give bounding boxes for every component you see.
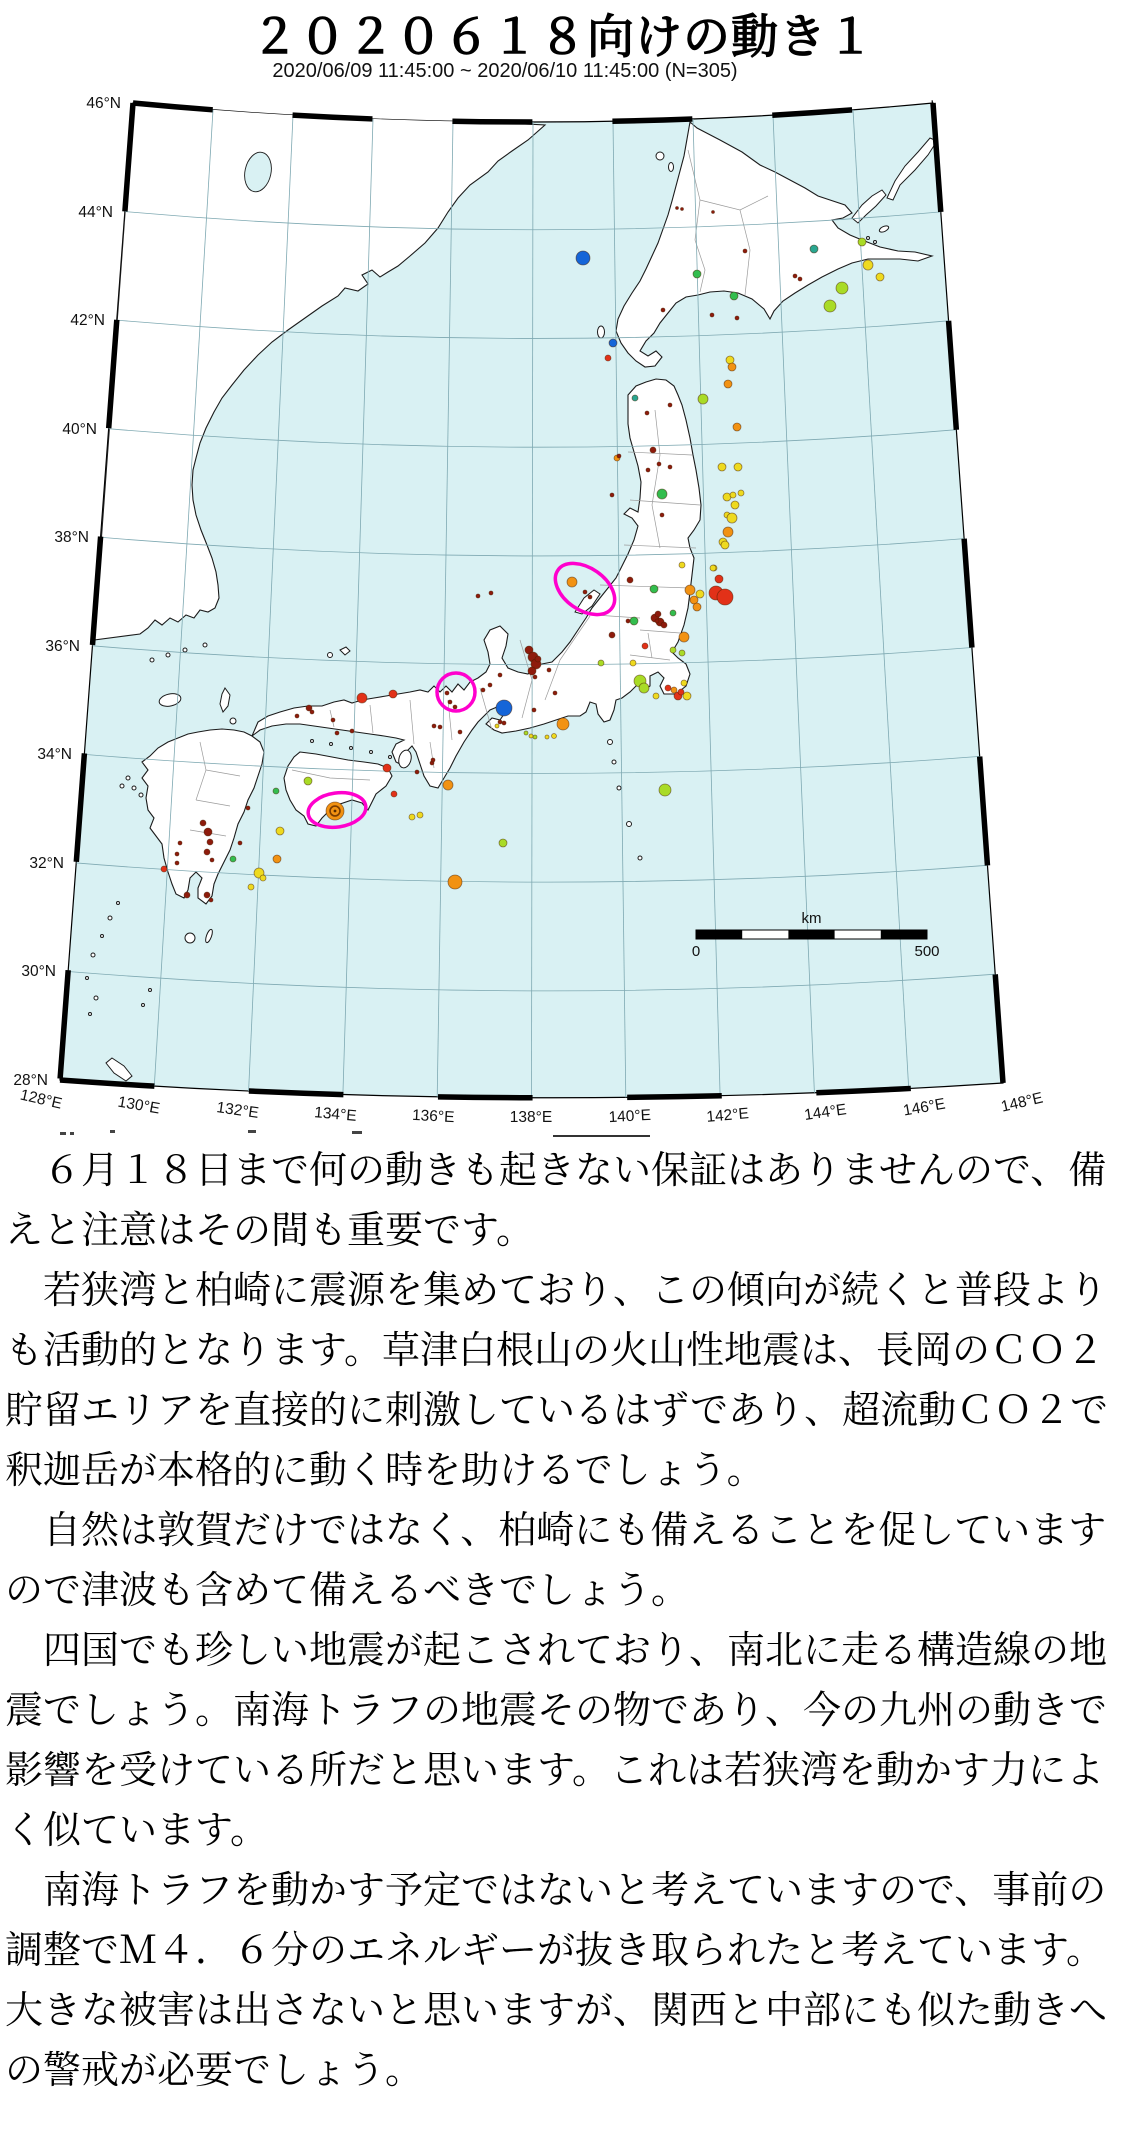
epicenter-dot xyxy=(383,764,391,772)
island xyxy=(867,237,870,240)
epicenter-dot xyxy=(524,731,528,735)
epicenter-dot xyxy=(488,683,492,687)
epicenter-dot xyxy=(533,675,537,679)
lat-label: 42°N xyxy=(70,312,105,329)
epicenter-dot xyxy=(718,463,726,471)
lon-label: 134°E xyxy=(313,1104,358,1125)
lon-label: 144°E xyxy=(803,1101,848,1124)
island xyxy=(149,989,152,992)
body-text xyxy=(0,1141,1126,2101)
epicenter-dot xyxy=(836,282,848,294)
epicenter-dot xyxy=(717,589,733,605)
epicenter-dot xyxy=(610,493,614,497)
epicenter-dot xyxy=(730,292,738,300)
epicenter-dot xyxy=(438,725,442,729)
epicenter-dot xyxy=(528,667,536,675)
island-okushiri xyxy=(598,326,605,338)
epicenter-dot xyxy=(710,313,714,317)
epicenter-dot xyxy=(734,463,742,471)
epicenter-dot xyxy=(230,856,236,862)
epicenter-dot xyxy=(415,770,419,774)
island xyxy=(101,935,104,938)
island xyxy=(150,658,154,662)
epicenter-dot xyxy=(728,363,736,371)
lon-label: 142°E xyxy=(705,1105,750,1126)
island-yakushima xyxy=(185,933,195,943)
epicenter-dot-core xyxy=(334,810,337,813)
epicenter-dot xyxy=(553,691,557,695)
epicenter-dot xyxy=(583,590,587,594)
island xyxy=(330,743,333,746)
epicenter-dot xyxy=(632,395,638,401)
scalebar-segment xyxy=(788,930,834,939)
epicenter-dot xyxy=(304,777,312,785)
epicenter-dot xyxy=(499,839,507,847)
island-oki xyxy=(328,653,333,658)
epicenter-dot xyxy=(204,849,210,855)
epicenter-dot xyxy=(679,650,685,656)
island-izu xyxy=(612,760,616,764)
paragraph-1: ６月１８日まで何の動きも起きない保証はありませんので、備えと注意はその間も重要です。 xyxy=(5,1150,1107,1252)
epicenter-dot xyxy=(738,490,744,496)
epicenter-dot xyxy=(248,884,254,890)
lon-label: 128°E xyxy=(18,1086,64,1113)
epicenter-dot xyxy=(295,714,299,718)
epicenter-dot xyxy=(547,668,551,672)
epicenter-dot xyxy=(731,501,739,509)
epicenter-dot xyxy=(793,274,797,278)
lat-label: 36°N xyxy=(45,638,80,655)
island xyxy=(350,747,353,750)
epicenter-dot xyxy=(498,673,502,677)
epicenter-dot xyxy=(715,575,723,583)
epicenter-dot xyxy=(335,731,339,735)
island xyxy=(139,793,143,797)
epicenter-dot xyxy=(693,603,701,611)
epicenter-dot xyxy=(696,590,704,598)
lat-label: 28°N xyxy=(13,1072,48,1089)
island xyxy=(311,740,314,743)
lat-label: 32°N xyxy=(29,855,64,872)
lat-label: 40°N xyxy=(62,421,97,438)
lat-label: 44°N xyxy=(78,204,113,221)
paragraph-3: 自然は敦賀だけではなく、柏崎にも備えることを促していますので津波も含めて備えるべきでしょう。 xyxy=(5,1510,1107,1612)
epicenter-dot xyxy=(735,316,739,320)
epicenter-dot xyxy=(246,806,250,810)
epicenter-dot xyxy=(448,700,452,704)
epicenter-dot xyxy=(630,617,638,625)
epicenter-dot xyxy=(863,260,873,270)
epicenter-dot xyxy=(681,680,687,686)
paragraph-5: 南海トラフを動かす予定ではないと考えていますので、事前の調整でＭ４．６分のエネルギーが抜き取られたと考えています。大きな被害は出さないと思いますが、関西と中部にも似た動きへの警戒が必要でしょう。 xyxy=(5,1870,1108,2092)
epicenter-dot xyxy=(661,622,667,628)
epicenter-dot xyxy=(645,411,649,415)
epicenter-dot xyxy=(685,585,695,595)
island xyxy=(117,902,120,905)
island-rishiri xyxy=(656,152,664,160)
scalebar-unit: km xyxy=(801,910,822,927)
epicenter-dot xyxy=(207,839,213,845)
scalebar-end: 500 xyxy=(914,943,940,960)
island xyxy=(108,916,112,920)
epicenter-dot xyxy=(743,249,747,253)
epicenter-dot xyxy=(495,724,499,728)
page-title: ２０２０６１８向けの動き１ xyxy=(251,10,875,63)
island xyxy=(89,1013,92,1016)
epicenter-dot xyxy=(617,454,621,458)
epicenter-dot xyxy=(476,594,480,598)
island xyxy=(166,653,170,657)
epicenter-dot xyxy=(200,820,206,826)
epicenter-dot xyxy=(443,780,453,790)
epicenter-dot xyxy=(710,565,716,571)
lat-label: 34°N xyxy=(37,746,72,763)
island xyxy=(183,648,187,652)
epicenter-dot xyxy=(598,660,604,666)
epicenter-dot xyxy=(175,861,179,865)
epicenter-dot xyxy=(210,858,214,862)
epicenter-dot xyxy=(733,423,741,431)
epicenter-dot xyxy=(650,447,656,453)
epicenter-dot xyxy=(175,852,179,856)
lon-label: 148°E xyxy=(999,1089,1045,1116)
epicenter-dot xyxy=(670,610,676,616)
epicenter-dot xyxy=(533,735,537,739)
lon-label: 132°E xyxy=(215,1099,260,1122)
island xyxy=(86,977,89,980)
epicenter-dot xyxy=(529,734,533,738)
epicenter-dot xyxy=(798,277,802,281)
epicenter-dot xyxy=(389,690,397,698)
epicenter-dot xyxy=(417,812,423,818)
island xyxy=(126,776,130,780)
epicenter-dot xyxy=(357,693,367,703)
epicenter-dot xyxy=(858,238,866,246)
epicenter-dot xyxy=(273,855,281,863)
epicenter-dot xyxy=(646,468,650,472)
epicenter-dot xyxy=(650,585,658,593)
island xyxy=(132,786,136,790)
epicenter-dot xyxy=(627,577,633,583)
scalebar-start: 0 xyxy=(691,943,701,960)
epicenter-dot xyxy=(432,724,436,728)
lon-label: 146°E xyxy=(901,1095,947,1120)
epicenter-dot xyxy=(448,875,462,889)
island-rebun xyxy=(669,163,674,172)
island-iki xyxy=(230,718,236,724)
epicenter-dot xyxy=(657,462,661,466)
epicenter-dot xyxy=(670,647,676,653)
epicenter-dot xyxy=(276,827,284,835)
epicenter-dot xyxy=(639,683,649,693)
lon-label: 130°E xyxy=(116,1093,162,1118)
island xyxy=(203,643,207,647)
epicenter-dot xyxy=(655,619,659,623)
epicenter-dot xyxy=(481,688,485,692)
epicenter-dot xyxy=(698,394,708,404)
epicenter-dot xyxy=(668,465,672,469)
epicenter-dot xyxy=(431,758,435,762)
epicenter-dot xyxy=(730,492,736,498)
epicenter-dot xyxy=(532,708,536,712)
lon-label: 136°E xyxy=(411,1106,455,1127)
scalebar-segment xyxy=(881,930,927,939)
epicenter-dot xyxy=(588,595,592,599)
epicenter-dot xyxy=(655,611,661,617)
epicenter-dot xyxy=(445,691,449,695)
epicenter-dot xyxy=(693,270,701,278)
epicenter-dot xyxy=(273,788,279,794)
epicenter-dot xyxy=(178,841,182,845)
epicenter-dot xyxy=(679,632,689,642)
epicenter-dot xyxy=(502,721,506,725)
island xyxy=(94,996,98,1000)
epicenter-dot xyxy=(724,380,732,388)
epicenter-dot xyxy=(545,735,549,739)
lon-label: 138°E xyxy=(509,1109,553,1126)
epicenter-dot xyxy=(605,355,611,361)
epicenter-dot xyxy=(626,619,630,623)
epicenter-dot xyxy=(876,273,884,281)
epicenter-dot xyxy=(676,207,679,210)
crop-artifacts xyxy=(60,1130,650,1136)
epicenter-dot xyxy=(642,643,648,649)
lon-label: 140°E xyxy=(608,1106,652,1127)
island xyxy=(142,1004,145,1007)
epicenter-dot xyxy=(184,892,190,898)
epicenter-dot xyxy=(630,660,636,666)
epicenter-dot xyxy=(310,710,314,714)
island xyxy=(389,756,392,759)
epicenter-dot xyxy=(204,828,212,836)
epicenter-dot xyxy=(489,591,493,595)
epicenter-dot xyxy=(721,541,729,549)
island-izu xyxy=(627,822,632,827)
lat-label: 38°N xyxy=(54,529,89,546)
epicenter-dot xyxy=(657,489,667,499)
island xyxy=(874,241,877,244)
epicenter-dot xyxy=(660,513,664,517)
epicenter-dot xyxy=(665,685,671,691)
epicenter-dot xyxy=(409,814,415,820)
lat-label: 46°N xyxy=(86,95,121,112)
island xyxy=(91,953,95,957)
epicenter-dot xyxy=(496,700,512,716)
island xyxy=(370,751,373,754)
epicenter-dot xyxy=(679,562,685,568)
epicenter-dot xyxy=(683,692,691,700)
epicenter-dot xyxy=(681,208,684,211)
epicenter-dot xyxy=(609,632,615,638)
epicenter-dot xyxy=(238,841,242,845)
island-izu xyxy=(617,786,621,790)
epicenter-dot xyxy=(209,898,213,902)
epicenter-dot xyxy=(659,784,671,796)
epicenter-dot xyxy=(723,527,733,537)
paragraph-2: 若狭湾と柏崎に震源を集めており、この傾向が続くと普段よりも活動的となります。草津白根山の火山性地震は、長岡のＣＯ２貯留エリアを直接的に刺激しているはずであり、超流動ＣＯ２で釈迦岳が本格的に動く時を助けるでしょう。 xyxy=(5,1270,1109,1492)
epicenter-dot xyxy=(810,245,818,253)
map-subtitle: 2020/06/09 11:45:00 ~ 2020/06/10 11:45:00 (N=305) xyxy=(272,60,738,82)
epicenter-dot xyxy=(661,308,665,312)
epicenter-dot xyxy=(498,720,502,724)
epicenter-dot xyxy=(535,656,541,662)
epicenter-dot xyxy=(204,892,210,898)
epicenter-dot xyxy=(567,577,577,587)
island-izu xyxy=(638,856,642,860)
epicenter-dot xyxy=(557,718,569,730)
epicenter-dot xyxy=(727,513,737,523)
epicenter-dot xyxy=(391,791,397,797)
epicenter-dot xyxy=(712,211,715,214)
epicenter-dot xyxy=(678,689,684,695)
epicenter-dot xyxy=(260,875,266,881)
epicenter-dot xyxy=(331,718,335,722)
epicenter-dot xyxy=(824,300,836,312)
epicenter-dot xyxy=(552,734,557,739)
epicenter-dot xyxy=(576,251,590,265)
epicenter-dot xyxy=(668,403,672,407)
epicenter-dot xyxy=(453,705,457,709)
epicenter-dot xyxy=(350,729,354,733)
epicenter-dot xyxy=(458,730,462,734)
lat-label: 30°N xyxy=(21,963,56,980)
island xyxy=(120,784,124,788)
island-izu xyxy=(608,740,613,745)
epicenter-dot xyxy=(653,693,659,699)
epicenter-dot xyxy=(161,866,167,872)
paragraph-4: 四国でも珍しい地震が起こされており、南北に走る構造線の地震でしょう。南海トラフの地震その物であり、今の九州の動きで影響を受けている所だと思います。これは若狭湾を動かす力によく似ています。 xyxy=(5,1630,1108,1852)
scalebar-segment xyxy=(696,930,742,939)
epicenter-dot xyxy=(609,339,617,347)
